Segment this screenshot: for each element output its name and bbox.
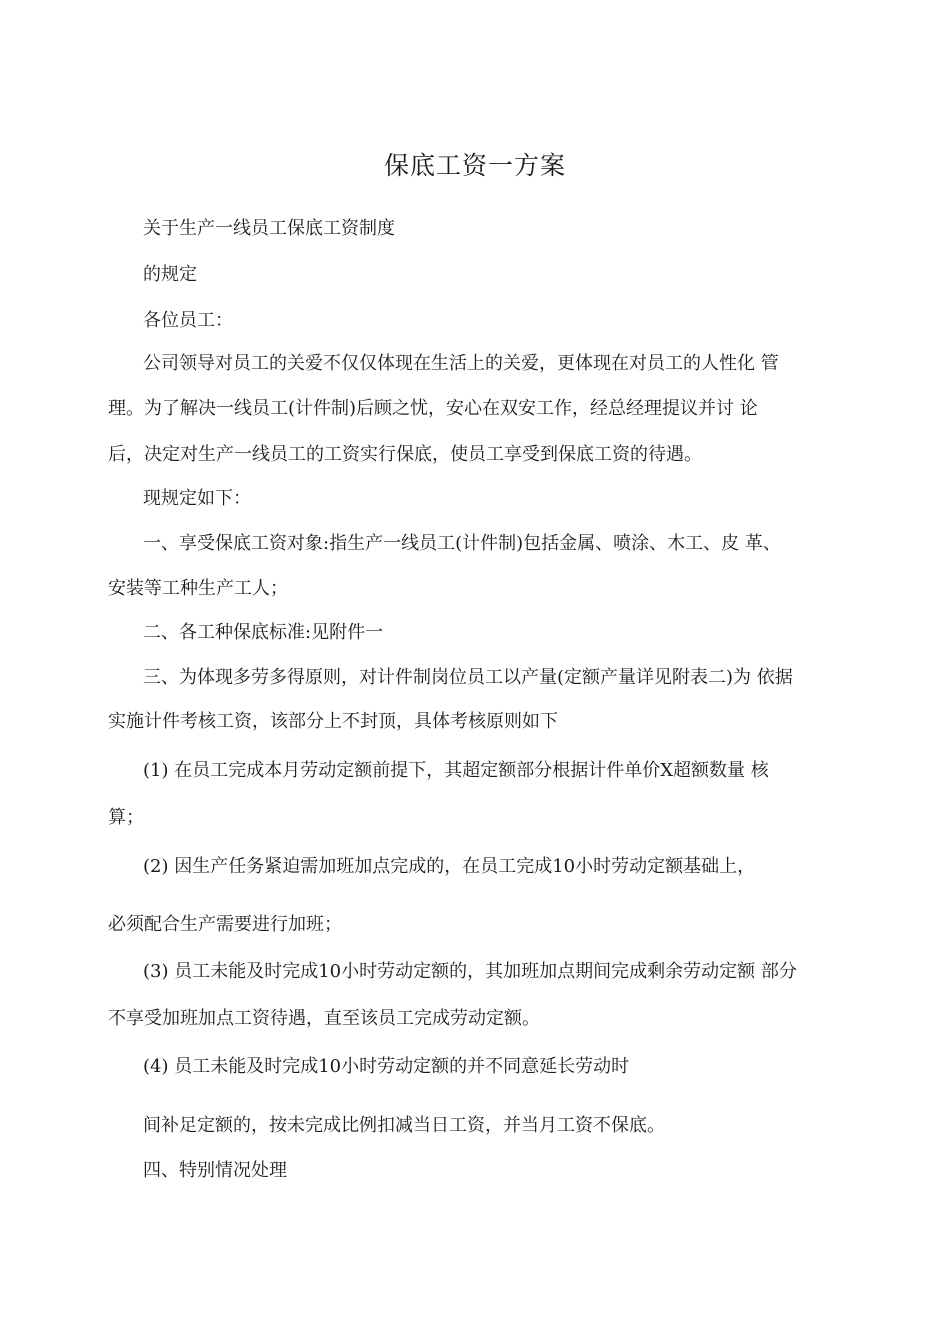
rules-heading: 现规定如下： (143, 488, 251, 509)
item-4-line-1: (4) 员工未能及时完成10小时劳动定额的并不同意延长劳动时 (143, 1056, 630, 1077)
item-1-line-2: 算； (108, 807, 144, 828)
rule-one-line-2: 安装等工种生产工人； (108, 578, 288, 599)
document-title: 保底工资一方案 (383, 151, 566, 180)
salutation: 各位员工： (143, 310, 233, 331)
item-3-line-1: (3) 员工未能及时完成10小时劳动定额的，其加班加点期间完成剩余劳动定额 部分 (143, 961, 797, 982)
rule-one-line-1: 一、享受保底工资对象:指生产一线员工(计件制)包括金属、喷涂、木工、皮 革、 (143, 533, 781, 554)
rule-two: 二、各工种保底标准:见附件一 (143, 622, 384, 643)
item-4-line-2: 间补足定额的，按未完成比例扣减当日工资，并当月工资不保底。 (143, 1115, 665, 1136)
rule-three-line-1: 三、为体现多劳多得原则，对计件制岗位员工以产量(定额产量详见附表二)为 依据 (143, 667, 793, 688)
rule-three-line-2: 实施计件考核工资，该部分上不封顶，具体考核原则如下 (108, 711, 558, 732)
section-four-heading: 四、特别情况处理 (143, 1160, 287, 1181)
subtitle-line-2: 的规定 (143, 264, 197, 285)
item-3-line-2: 不享受加班加点工资待遇，直至该员工完成劳动定额。 (108, 1008, 540, 1029)
paragraph-intro-line-3: 后，决定对生产一线员工的工资实行保底，使员工享受到保底工资的待遇。 (108, 444, 702, 465)
item-1-line-1: (1) 在员工完成本月劳动定额前提下，其超定额部分根据计件单价X超额数量 核 (143, 760, 769, 781)
subtitle-line-1: 关于生产一线员工保底工资制度 (143, 218, 395, 239)
paragraph-intro-line-2: 理。为了解决一线员工(计件制)后顾之忧，安心在双安工作，经总经理提议并讨 论 (108, 398, 758, 419)
paragraph-intro-line-1: 公司领导对员工的关爱不仅仅体现在生活上的关爱，更体现在对员工的人性化 管 (143, 353, 779, 374)
item-2-line-2: 必须配合生产需要进行加班； (108, 914, 342, 935)
item-2-line-1: (2) 因生产任务紧迫需加班加点完成的，在员工完成10小时劳动定额基础上， (143, 856, 756, 877)
